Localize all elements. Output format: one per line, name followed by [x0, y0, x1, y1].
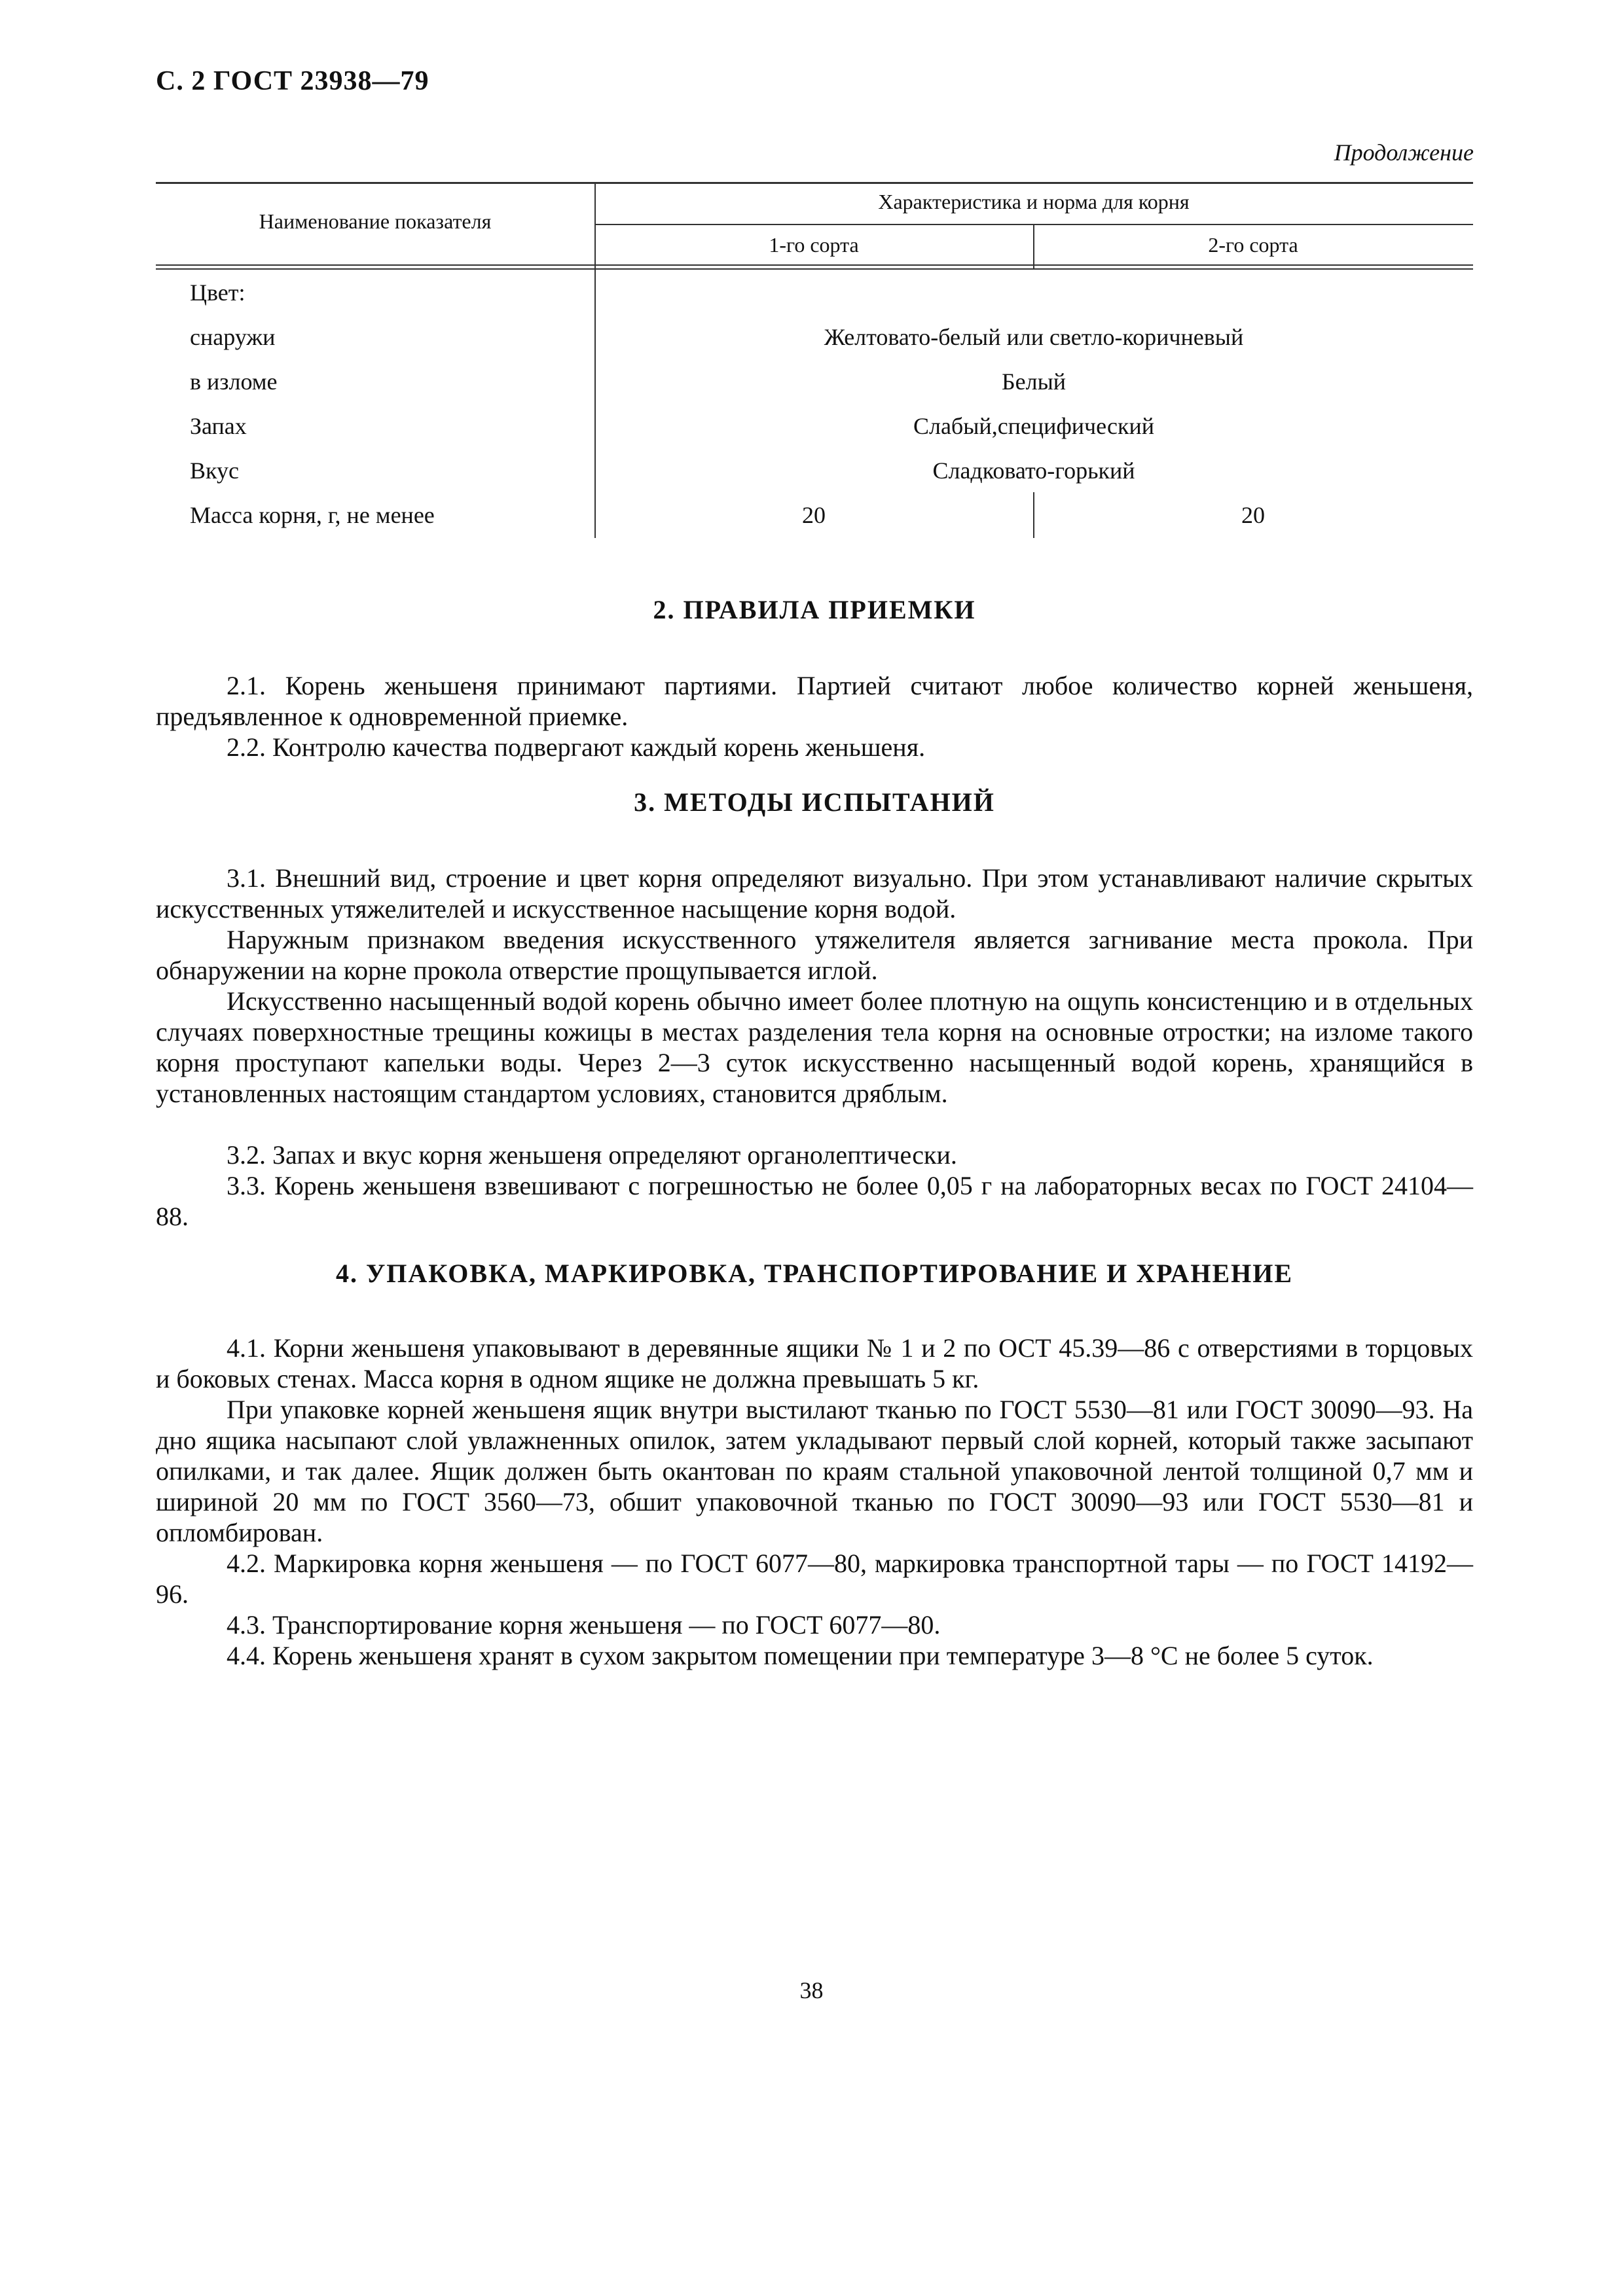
grade1-header: 1-го сорта	[769, 233, 859, 257]
section-title-packaging: 4. УПАКОВКА, МАРКИРОВКА, ТРАНСПОРТИРОВАНИЕ И ХРАНЕНИЕ	[335, 1259, 1294, 1288]
paragraph-4-1b: При упаковке корней женьшеня ящик внутри выстилают тканью по ГОСТ 5530—81 или ГОСТ 30090—93. На дно ящика насыпают слой увлажненных опилок, затем укладывают первый слой корней, который также засыпают опилками, и так далее. Ящик должен быть окантован по краям стальной упаковочной лентой толщиной 0,7 мм и шириной 20 мм по ГОСТ 3560—73, обшит упаковочной тканью по ГОСТ 30090—93 или ГОСТ 5530—81 и опломбирован.	[156, 1395, 1473, 1547]
row-label-mass: Масса корня, г, не менее	[190, 502, 435, 528]
row-value-mass-grade2: 20	[1241, 502, 1265, 528]
row-value-smell: Слабый,специфический	[913, 413, 1155, 439]
paragraph-4-2: 4.2. Маркировка корня женьшеня — по ГОСТ 6077—80, маркировка транспортной тары — по ГОСТ 14192—96.	[156, 1549, 1473, 1609]
table-top-rule	[156, 182, 1473, 184]
row-label-break: в изломе	[190, 368, 278, 395]
row-label-outside: снаружи	[190, 324, 276, 350]
section-title-acceptance: 2. ПРАВИЛА ПРИЕМКИ	[653, 595, 976, 624]
continuation-label: Продолжение	[1334, 139, 1474, 166]
table-grade-divider-header	[1033, 224, 1034, 268]
paragraph-4-3: 4.3. Транспортирование корня женьшеня — по ГОСТ 6077—80.	[227, 1610, 941, 1640]
table-header-rule	[156, 264, 1473, 266]
paragraph-3-2: 3.2. Запах и вкус корня женьшеня определяют органолептически.	[227, 1140, 957, 1170]
row-value-taste: Сладковато-горький	[932, 457, 1135, 484]
paragraph-2-2: 2.2. Контролю качества подвергают каждый корень женьшеня.	[227, 732, 926, 762]
section-title-methods: 3. МЕТОДЫ ИСПЫТАНИЙ	[634, 787, 995, 817]
table-col-divider	[594, 182, 596, 538]
row-value-outside: Желтовато-белый или светло-коричневый	[824, 324, 1244, 350]
paragraph-3-1c: Искусственно насыщенный водой корень обычно имеет более плотную на ощупь консистенцию и в отдельных случаях поверхностные трещины кожицы в местах разделения тела корня на основные отростки; на изломе такого корня проступают капельки воды. Через 2—3 суток искусственно насыщенный водой корень, хранящийся в установленных настоящим стандартом условиях, становится дряблым.	[156, 986, 1473, 1108]
paragraph-4-4: 4.4. Корень женьшеня хранят в сухом закрытом помещении при температуре 3—8 °С не более 5 суток.	[227, 1641, 1374, 1670]
page-header: С. 2 ГОСТ 23938—79	[156, 66, 429, 96]
grade2-header: 2-го сорта	[1208, 233, 1298, 257]
table-grade-divider-row	[1033, 492, 1034, 538]
paragraph-4-1: 4.1. Корни женьшеня упаковывают в деревянные ящики № 1 и 2 по ОСТ 45.39—86 с отверстиями в торцовых и боковых стенах. Масса корня в одном ящике не должна превышать 5 кг.	[156, 1333, 1473, 1393]
paragraph-2-1: 2.1. Корень женьшеня принимают партиями. Партией считают любое количество корней женьшеня, предъявленное к одновременной приемке.	[156, 671, 1473, 731]
row-label-taste: Вкус	[190, 457, 239, 484]
page-number: 38	[799, 1977, 824, 2003]
group-header: Характеристика и норма для корня	[878, 190, 1190, 213]
paragraph-3-1b: Наружным признаком введения искусственного утяжелителя является загнивание места прокола. При обнаружении на корне прокола отверстие прощупывается иглой.	[156, 925, 1473, 985]
row-label-color: Цвет:	[190, 279, 246, 306]
row-label-smell: Запах	[190, 413, 247, 439]
characteristics-table	[156, 179, 1473, 538]
row-value-mass-grade1: 20	[802, 502, 826, 528]
row-value-break: Белый	[1001, 368, 1067, 395]
table-header-rule-2	[156, 268, 1473, 270]
paragraph-3-1: 3.1. Внешний вид, строение и цвет корня определяют визуально. При этом устанавливают наличие скрытых искусственных утяжелителей и искусственное насыщение корня водой.	[156, 863, 1473, 924]
col-name-header: Наименование показателя	[259, 209, 492, 233]
paragraph-3-3: 3.3. Корень женьшеня взвешивают с погрешностью не более 0,05 г на лабораторных весах по ГОСТ 24104—88.	[156, 1171, 1473, 1231]
